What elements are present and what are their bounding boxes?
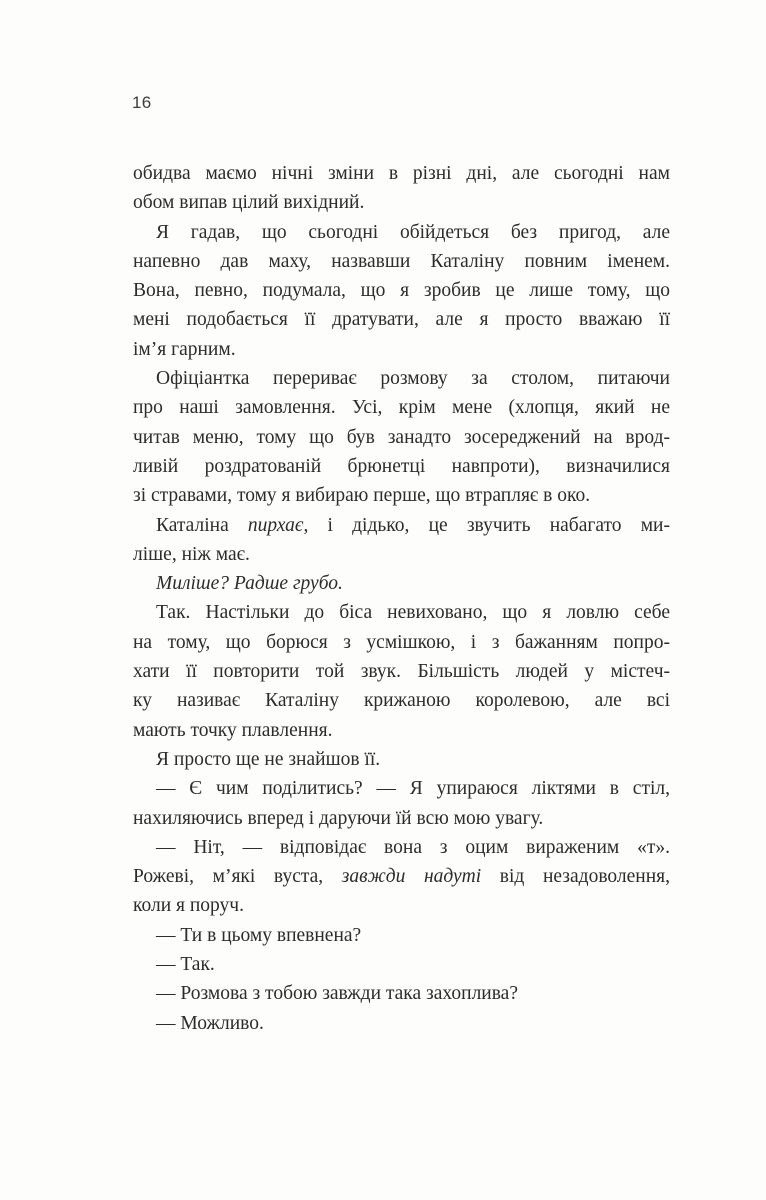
italic-text-run: завжди надуті [341, 866, 482, 888]
text-run: Я гадав, що сьогодні обійдеться без пригод, але [156, 221, 670, 243]
text-run: обом випав цілий вихідний. [133, 192, 365, 214]
text-line [133, 364, 670, 393]
text-run: ліше, ніж має. [133, 543, 250, 565]
text-line [133, 335, 670, 364]
text-run: хати її повторити той звук. Більшість людей у містеч- [133, 661, 670, 683]
text-line [133, 686, 670, 715]
text-run: коли я поруч. [133, 895, 244, 917]
text-line [133, 540, 670, 569]
text-line [133, 774, 670, 803]
text-run: ім’я гарним. [133, 338, 236, 360]
book-text [133, 159, 670, 1038]
text-run: — Можливо. [156, 1012, 264, 1034]
text-line [133, 276, 670, 305]
text-line [133, 804, 670, 833]
text-run: зі стравами, тому я вибираю перше, що втрапляє в око. [133, 485, 591, 507]
text-line [133, 657, 670, 686]
text-line [133, 159, 670, 188]
page-number: 16 [132, 93, 152, 112]
italic-text-run: пирхає [247, 514, 304, 536]
text-run: нахиляючись вперед і даруючи їй всю мою увагу. [133, 807, 544, 829]
text-run: читав меню, тому що був занадто зосереджений на врод- [133, 426, 670, 448]
text-line [133, 393, 670, 422]
text-run: , і дідько, це звучить набагато ми- [303, 514, 670, 536]
text-line [133, 218, 670, 247]
text-run: — Ніт, — відповідає вона з оцим вираженим «т». [156, 836, 670, 858]
text-line [133, 569, 670, 598]
text-line [133, 481, 670, 510]
text-line [133, 833, 670, 862]
text-line [133, 950, 670, 979]
text-line [133, 891, 670, 920]
text-run: на тому, що борюся з усмішкою, і з бажанням попро- [133, 631, 670, 653]
text-line [133, 921, 670, 950]
text-line [133, 598, 670, 627]
text-run: від незадоволення, [481, 866, 670, 888]
italic-text-run: Миліше? Радше грубо. [156, 573, 343, 595]
text-line [133, 979, 670, 1008]
text-line [133, 423, 670, 452]
text-line [133, 452, 670, 481]
text-run: обидва маємо нічні зміни в різні дні, але сьогодні нам [133, 163, 670, 184]
text-line [133, 862, 670, 891]
text-run: Рожеві, м’які вуста, [133, 866, 342, 888]
text-line [133, 188, 670, 217]
text-run: мають точку плавлення. [133, 719, 333, 741]
text-line [133, 745, 670, 774]
text-run: ливій роздратованій брюнетці навпроти), визначилися [133, 455, 670, 477]
text-run: Так. Настільки до біса невиховано, що я ловлю себе [156, 602, 670, 624]
text-run: Вона, певно, подумала, що я зробив це лише тому, що [133, 280, 670, 302]
text-run: мені подобається її дратувати, але я просто вважаю її [133, 309, 670, 331]
text-run: — Розмова з тобою завжди така захоплива? [156, 983, 518, 1005]
text-run: Каталіна [156, 514, 248, 536]
text-line [133, 305, 670, 334]
text-run: ку називає Каталіну крижаною королевою, але всі [133, 690, 670, 712]
text-run: — Є чим поділитись? — Я упираюся ліктями в стіл, [156, 778, 670, 800]
text-line [133, 628, 670, 657]
text-line [133, 247, 670, 276]
text-line [133, 511, 670, 540]
text-line [133, 716, 670, 745]
text-run: Офіціантка перериває розмову за столом, питаючи [156, 368, 670, 390]
text-run: Я просто ще не знайшов її. [156, 748, 381, 770]
text-run: про наші замовлення. Усі, крім мене (хлопця, який не [133, 397, 670, 419]
text-run: — Ти в цьому впевнена? [156, 924, 362, 946]
text-run: — Так. [156, 954, 215, 976]
text-run: напевно дав маху, назвавши Каталіну повним іменем. [133, 250, 670, 272]
text-line [133, 1009, 670, 1038]
